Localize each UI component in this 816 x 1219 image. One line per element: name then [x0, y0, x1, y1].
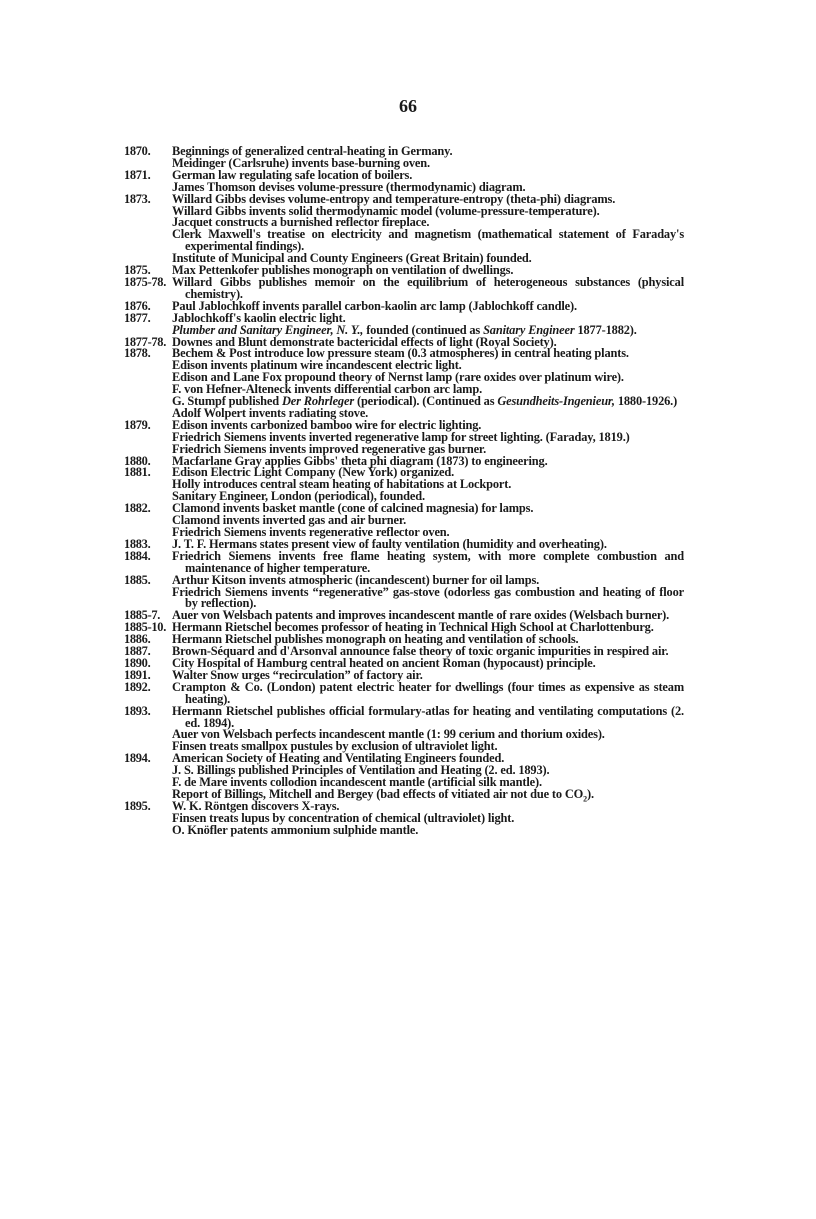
entry-text-sub: 2 [583, 794, 587, 804]
entry-text: Walter Snow urges “recirculation” of factory air. [172, 667, 423, 682]
entry-text: J. S. Billings published Principles of Ventilation and Heating (2. ed. 1893). [172, 763, 550, 778]
entry-year: 1877. [124, 310, 151, 325]
entry-items [172, 572, 684, 611]
entry-items [172, 167, 684, 194]
entry-text: W. K. Röntgen discovers X-rays. [172, 798, 340, 813]
entry-text: Bechem & Post introduce low pressure steam (0.3 atmospheres) in central heating plants. [172, 346, 629, 361]
entry-text-italic1: Der Rohrleger [281, 394, 355, 409]
entry-items [172, 191, 684, 266]
entry-year: 1891. [124, 667, 151, 682]
entry-text: Macfarlane Gray applies Gibbs' theta phi diagram (1873) to engineering. [172, 453, 548, 468]
entry-items [172, 703, 684, 754]
entry-year: 1876. [124, 298, 151, 313]
entry-text: Adolf Wolpert invents radiating stove. [172, 405, 369, 420]
entry-year: 1886. [124, 632, 151, 647]
entry-year: 1894. [124, 751, 151, 766]
entry-text: Finsen treats smallpox pustules by exclusion of ultraviolet light. [172, 739, 498, 754]
entry-year: 1871. [124, 167, 151, 182]
entry-year: 1873. [124, 191, 151, 206]
entry-year: 1879. [124, 417, 151, 432]
entry-text: Friedrich Siemens invents free flame heating system, with more complete combustion and maintenance of higher temperature. [172, 548, 684, 575]
entry-text-mid: (periodical). (Continued as [354, 394, 498, 409]
entry-text: F. de Mare invents collodion incandescent mantle (artificial silk mantle). [172, 775, 542, 790]
entry-year: 1878. [124, 346, 151, 361]
entry-item [172, 229, 684, 253]
entry-text: Brown-Séquard and d'Arsonval announce false theory of toxic organic impurities in respired air. [172, 644, 669, 659]
entry-text: American Society of Heating and Ventilating Engineers founded. [172, 751, 505, 766]
timeline-entry [124, 548, 684, 575]
entry-text-italic2: Sanitary Engineer [483, 322, 575, 337]
entry-items [172, 751, 684, 804]
entry-year: 1893. [124, 703, 151, 718]
timeline-entry [124, 417, 684, 456]
entry-items [172, 417, 684, 456]
timeline-entry [124, 167, 684, 194]
entry-year: 1881. [124, 465, 151, 480]
entry-year: 1875-78. [124, 274, 166, 289]
timeline-entry [124, 503, 684, 539]
timeline-entry [124, 146, 684, 170]
entry-text: Auer von Welsbach perfects incandescent mantle (1: 99 cerium and thorium oxides). [172, 727, 605, 742]
entry-text: Edison and Lane Fox propound theory of Nernst lamp (rare oxides over platinum wire). [172, 370, 624, 385]
entry-item [172, 274, 684, 301]
entry-text: Meidinger (Carlsruhe) invents base-burning oven. [172, 155, 430, 170]
entry-text-post: 1880-1926.) [614, 394, 678, 409]
entry-text: Sanitary Engineer, London (periodical), founded. [172, 489, 425, 504]
entry-text: Friedrich Siemens invents inverted regenerative lamp for street lighting. (Faraday, 1819.) [172, 429, 630, 444]
entry-text: German law regulating safe location of boilers. [172, 167, 413, 182]
entry-item [172, 679, 684, 706]
timeline-entry [124, 310, 684, 337]
entry-text-pre: G. Stumpf published [172, 394, 282, 409]
entry-text: City Hospital of Hamburg central heated on ancient Roman (hypocaust) principle. [172, 655, 596, 670]
entry-text: Edison invents platinum wire incandescent electric light. [172, 358, 462, 373]
entry-year: 1895. [124, 798, 151, 813]
entry-year: 1885-10. [124, 620, 166, 635]
entry-text-post: ). [586, 786, 594, 801]
page-number: 66 [399, 96, 417, 116]
entry-year: 1892. [124, 679, 151, 694]
entry-text: Crampton & Co. (London) patent electric heater for dwellings (four times as expensive as steam heating). [172, 679, 684, 706]
entry-text-italic2: Gesundheits-Ingeni​eur, [497, 394, 615, 409]
entry-items [172, 503, 684, 539]
entry-item [172, 822, 684, 837]
entry-text: Max Pettenkofer publishes monograph on ventilation of dwellings. [172, 263, 514, 278]
timeline-entry [124, 467, 684, 503]
entry-text: Edison Electric Light Company (New York) organized. [172, 465, 455, 480]
timeline-entry [124, 274, 684, 301]
timeline-entry [124, 572, 684, 611]
entry-text: Jablochkoff's kaolin electric light. [172, 310, 346, 325]
entry-text: Clerk Maxwell's treatise on electricity and magnetism (mathematical statement of Faraday's experimental findings). [172, 227, 684, 254]
entry-text: Paul Jablochkoff invents parallel carbon-kaolin arc lamp (Jablochkoff candle). [172, 298, 577, 313]
entry-text: Hermann Rietschel becomes professor of heating in Technical High School at Charlottenburg. [172, 620, 654, 635]
entry-text: F. von Hefner-Alteneck invents differential carbon arc lamp. [172, 382, 483, 397]
entry-text-post: 1877-1882). [574, 322, 637, 337]
entry-text: Hermann Rietschel publishes monograph on heating and ventilation of schools. [172, 632, 579, 647]
entry-text: Willard Gibbs invents solid thermodynamic model (volume-pressure-temperature). [172, 203, 600, 218]
entry-text: Arthur Kitson invents atmospheric (incandescent) burner for oil lamps. [172, 572, 540, 587]
entry-year: 1877-78. [124, 334, 166, 349]
entry-items [172, 146, 684, 170]
entry-text-mid: founded (continued as [363, 322, 484, 337]
entry-text: Auer von Welsbach patents and improves incandescent mantle of rare oxides (Welsbach burner). [172, 608, 670, 623]
entry-text: Clamond invents basket mantle (cone of calcined magnesia) for lamps. [172, 501, 534, 516]
entry-items [172, 310, 684, 337]
entry-text: O. Knöfler patents ammonium sulphide mantle. [172, 822, 419, 837]
entry-text: Hermann Rietschel publishes official formulary-atlas for heating and ventilating computations (2. ed. 1894). [172, 703, 684, 730]
entry-item [172, 548, 684, 575]
entry-text: Clamond invents inverted gas and air burner. [172, 513, 407, 528]
entry-text: Friedrich Siemens invents “regenerative” gas-stove (odorless gas combustion and heating of floor by reflection). [172, 584, 684, 611]
entry-text: Jacquet constructs a burnished reflector fireplace. [172, 215, 430, 230]
entry-text: Holly introduces central steam heating of habitations at Lockport. [172, 477, 512, 492]
timeline [124, 146, 684, 837]
entry-items [172, 548, 684, 575]
entry-text: Friedrich Siemens invents improved regenerative gas burner. [172, 441, 487, 456]
entry-year: 1890. [124, 655, 151, 670]
entry-items [172, 467, 684, 503]
entry-year: 1880. [124, 453, 151, 468]
entry-year: 1870. [124, 144, 151, 158]
entry-text: J. T. F. Hermans states present view of faulty ventilation (humidity and overheating). [172, 536, 607, 551]
timeline-entry [124, 191, 684, 266]
entry-items [172, 274, 684, 301]
entry-year: 1875. [124, 263, 151, 278]
entry-text: Finsen treats lupus by concentration of chemical (ultraviolet) light. [172, 810, 515, 825]
entry-year: 1887. [124, 644, 151, 659]
entry-year: 1885. [124, 572, 151, 587]
entry-items [172, 679, 684, 706]
timeline-entry [124, 703, 684, 754]
entry-text-italic1: Plumber and Sanitary Engineer, N. Y., [172, 322, 364, 337]
entry-text: James Thomson devises volume-pressure (thermodynamic) diagram. [172, 179, 526, 194]
timeline-entry [124, 348, 684, 419]
entry-items [172, 798, 684, 837]
entry-item [172, 703, 684, 730]
entry-text: Edison invents carbonized bamboo wire for electric lighting. [172, 417, 482, 432]
entry-year: 1882. [124, 501, 151, 516]
entry-text: Downes and Blunt demonstrate bactericidal effects of light (Royal Society). [172, 334, 557, 349]
entry-item [172, 584, 684, 611]
timeline-entry [124, 798, 684, 837]
entry-items [172, 348, 684, 419]
entry-text: Institute of Municipal and County Engineers (Great Britain) founded. [172, 251, 532, 266]
entry-text: Friedrich Siemens invents regenerative reflector oven. [172, 525, 450, 539]
entry-text-pre: Report of Billings, Mitchell and Bergey (bad effects of vitiated air not due to CO [172, 786, 584, 801]
entry-year: 1885-7. [124, 608, 161, 623]
timeline-entry [124, 751, 684, 804]
entry-year: 1883. [124, 536, 151, 551]
entry-text: Willard Gibbs publishes memoir on the equilibrium of heterogeneous substances (physical chemistry). [172, 274, 684, 301]
timeline-entry [124, 679, 684, 706]
entry-text: Willard Gibbs devises volume-entropy and temperature-entropy (theta-phi) diagrams. [172, 191, 616, 206]
entry-year: 1884. [124, 548, 151, 563]
entry-text: Beginnings of generalized central-heating in Germany. [172, 144, 453, 158]
